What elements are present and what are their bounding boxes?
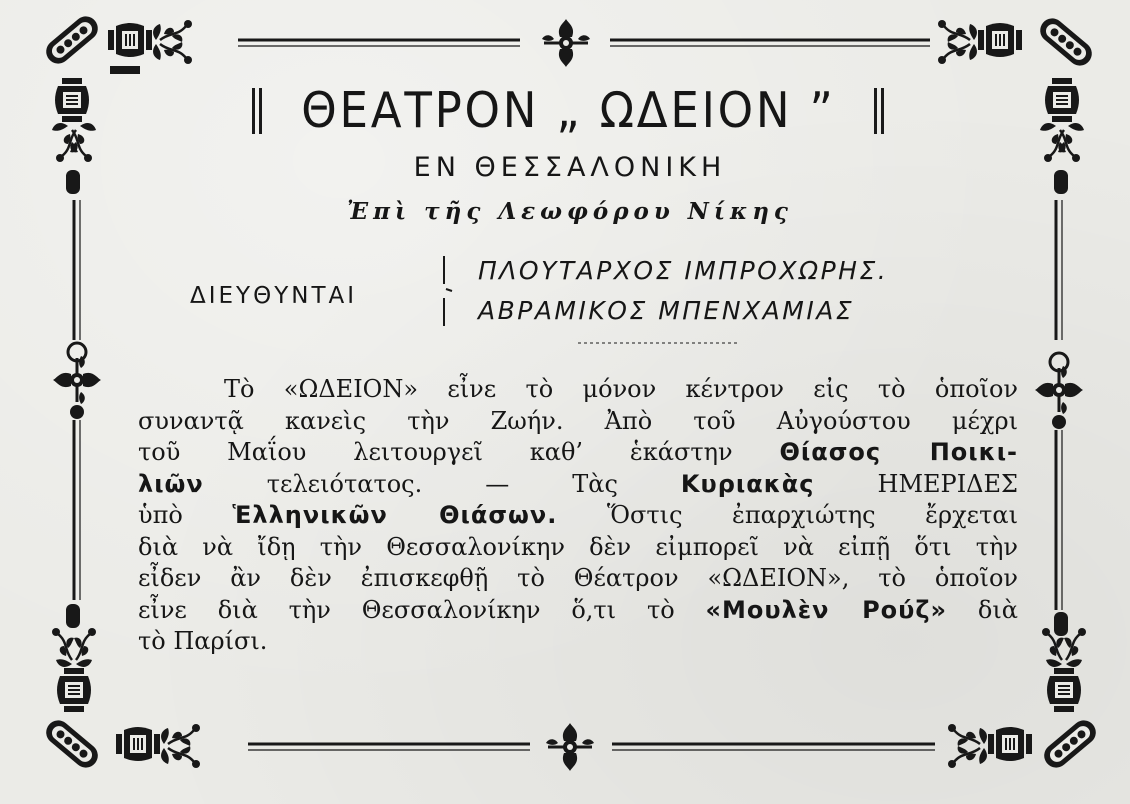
title-bar-right-inner <box>874 88 877 134</box>
city-subtitle: ΕΝ ΘΕΣΣΑΛΟΝΙΚΗ <box>413 152 727 183</box>
street-address: Ἐπὶ τῆς Λεωφόρου Νίκης <box>347 198 793 225</box>
bold-text: λιῶν <box>138 469 204 498</box>
director-name-1: ΠΛΟΥΤΑΡΧΟΣ ΙΜΠΡΟΧΩΡΗΣ. <box>478 256 889 285</box>
title-bar-right <box>881 88 884 134</box>
body-line: Τὸ «ΩΔΕΙΟΝ» εἶνε τὸ μόνον κέντρον εἰς τὸ ὁποῖον <box>224 375 1018 403</box>
directors-label: ΔΙΕΥΘΥΝΤΑΙ <box>190 283 358 309</box>
title-bar-left <box>252 88 255 134</box>
body-line: τὸ Παρίσι. <box>138 627 268 655</box>
theatre-title: ΘΕΑΤΡΟΝ „ ΩΔΕΙΟΝ ” <box>300 82 836 139</box>
bracket-line <box>440 254 454 328</box>
bold-text: Θίασος Ποικι- <box>779 438 1019 466</box>
director-name-2: ΑΒΡΑΜΙΚΟΣ ΜΠΕΝΧΑΜΙΑΣ <box>478 296 855 325</box>
body-line: εἶδεν ἂν δὲν ἐπισκεφθῇ τὸ Θέατρον «ΩΔΕΙΟΝ», τὸ ὁποῖον <box>138 564 1018 592</box>
bold-text: «Μουλὲν Ρούζ» <box>705 595 948 624</box>
body-line: διὰ νὰ ἴδῃ τὴν Θεσσαλονίκην δὲν εἰμπορεῖ νὰ εἰπῇ ὅτι τὴν <box>138 532 1018 561</box>
bold-text: Ἑλληνικῶν Θιάσων. <box>232 501 558 529</box>
title-bar-left-inner <box>259 88 262 134</box>
title-row <box>188 82 948 140</box>
bold-text: Κυριακὰς <box>680 469 815 498</box>
body-line: εἶνε διὰ τὴν Θεσσαλονίκην ὅ,τι τὸ «Μουλὲν Ρούζ» διὰ <box>138 595 1018 624</box>
body-paragraph <box>138 374 1018 658</box>
body-line: λιῶν τελειότατος. — Τὰς Κυριακὰς ΗΜΕΡΙΔΕΣ <box>138 469 1018 498</box>
body-line: τοῦ Μαΐου λειτουργεῖ καθ’ ἑκάστην Θίασος Ποικι- <box>138 438 1019 466</box>
separator-rule <box>578 340 738 346</box>
body-line: συναντᾷ κανεὶς τὴν Ζωήν. Ἀπὸ τοῦ Αὐγούστου μέχρι <box>138 406 1018 435</box>
body-line: ὑπὸ Ἑλληνικῶν Θιάσων. Ὅστις ἐπαρχιώτης ἔρχεται <box>138 501 1018 529</box>
